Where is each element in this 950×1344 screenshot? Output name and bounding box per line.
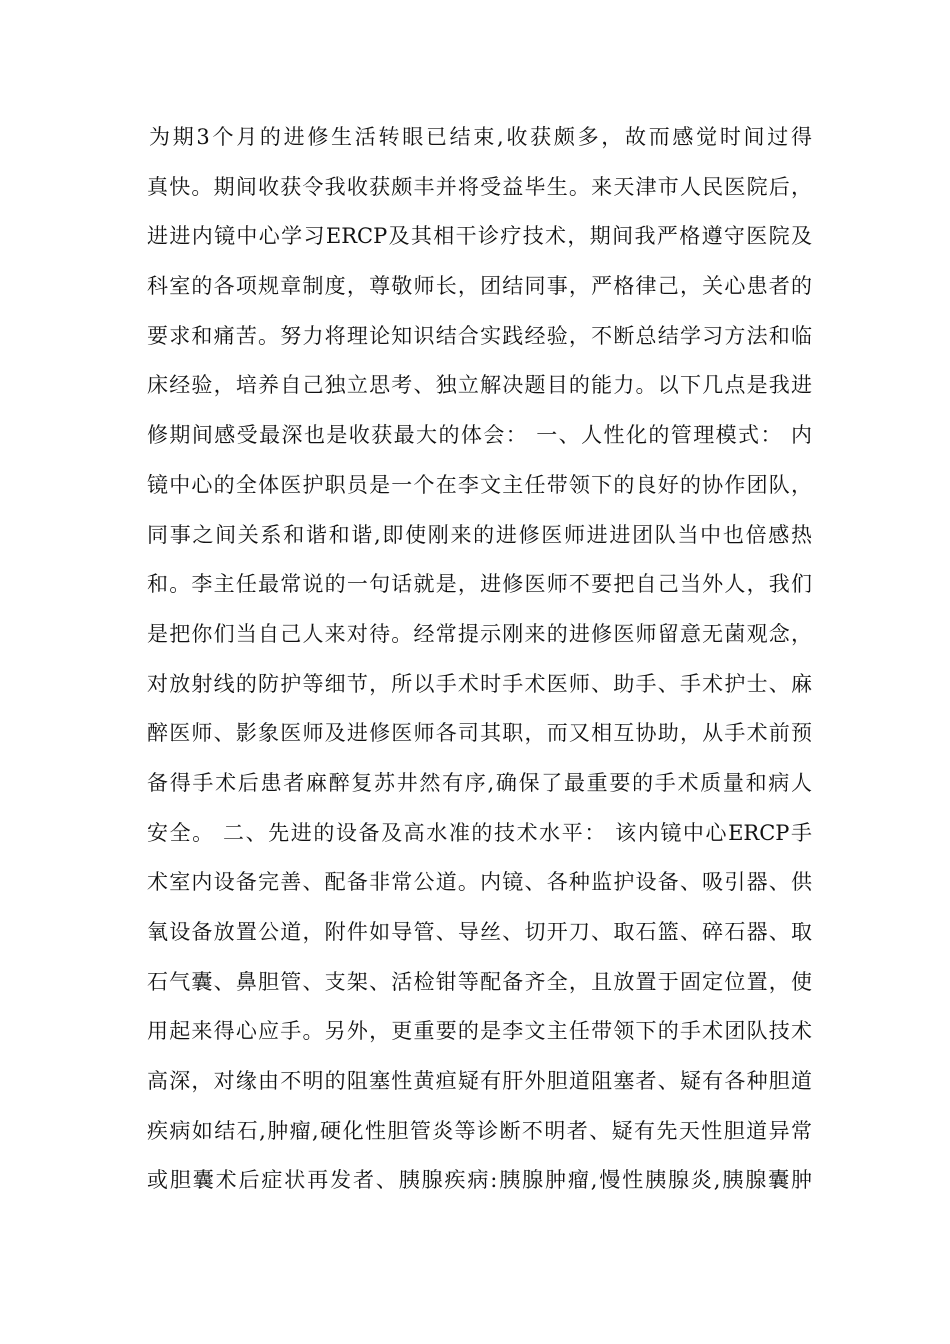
text-line: 用起来得心应手。另外，更重要的是李文主任带领下的手术团队技术 [147, 1019, 812, 1044]
text-line: 床经验，培养自己独立思考、独立解决题目的能力。以下几点是我进 [147, 373, 812, 398]
text-line: 同事之间关系和谐和谐,即使刚来的进修医师进进团队当中也倍感热 [147, 522, 812, 547]
text-line: 真快。期间收获令我收获颇丰并将受益毕生。来天津市人民医院后， [147, 174, 812, 199]
text-line: 石气囊、鼻胆管、支架、活检钳等配备齐全，且放置于固定位置，使 [147, 969, 812, 994]
text-line: 醉医师、影象医师及进修医师各司其职，而又相互协助，从手术前预 [147, 721, 812, 746]
text-line: 高深，对缘由不明的阻塞性黄疸疑有肝外胆道阻塞者、疑有各种胆道 [147, 1069, 812, 1094]
text-line: 为期3个月的进修生活转眼已结束,收获颇多，故而感觉时间过得 [149, 125, 812, 149]
text-line: 疾病如结石,肿瘤,硬化性胆管炎等诊断不明者、疑有先天性胆道异常 [147, 1118, 812, 1143]
text-line: 科室的各项规章制度，尊敬师长，团结同事，严格律己，关心患者的 [147, 274, 812, 299]
text-line: 是把你们当自己人来对待。经常提示刚来的进修医师留意无菌观念， [147, 621, 812, 646]
text-line: 和。李主任最常说的一句话就是，进修医师不要把自己当外人，我们 [147, 572, 812, 597]
body-text [147, 113, 812, 1206]
text-line: 或胆囊术后症状再发者、胰腺疾病:胰腺肿瘤,慢性胰腺炎,胰腺囊肿 [147, 1168, 812, 1193]
text-line: 镜中心的全体医护职员是一个在李文主任带领下的良好的协作团队， [147, 472, 812, 497]
text-line: 备得手术后患者麻醉复苏井然有序,确保了最重要的手术质量和病人 [147, 770, 812, 795]
text-line: 术室内设备完善、配备非常公道。内镜、各种监护设备、吸引器、供 [147, 870, 812, 895]
text-line: 进进内镜中心学习ERCP及其相干诊疗技术，期间我严格遵守医院及 [147, 224, 812, 249]
text-line: 对放射线的防护等细节，所以手术时手术医师、助手、手术护士、麻 [147, 671, 812, 696]
text-line: 要求和痛苦。努力将理论知识结合实践经验，不断总结学习方法和临 [147, 323, 812, 348]
text-line: 安全。 二、先进的设备及高水准的技术水平： 该内镜中心ERCP手 [147, 820, 812, 845]
text-line: 修期间感受最深也是收获最大的体会： 一、人性化的管理模式： 内 [147, 423, 812, 448]
text-line: 氧设备放置公道，附件如导管、导丝、切开刀、取石篮、碎石器、取 [147, 920, 812, 944]
